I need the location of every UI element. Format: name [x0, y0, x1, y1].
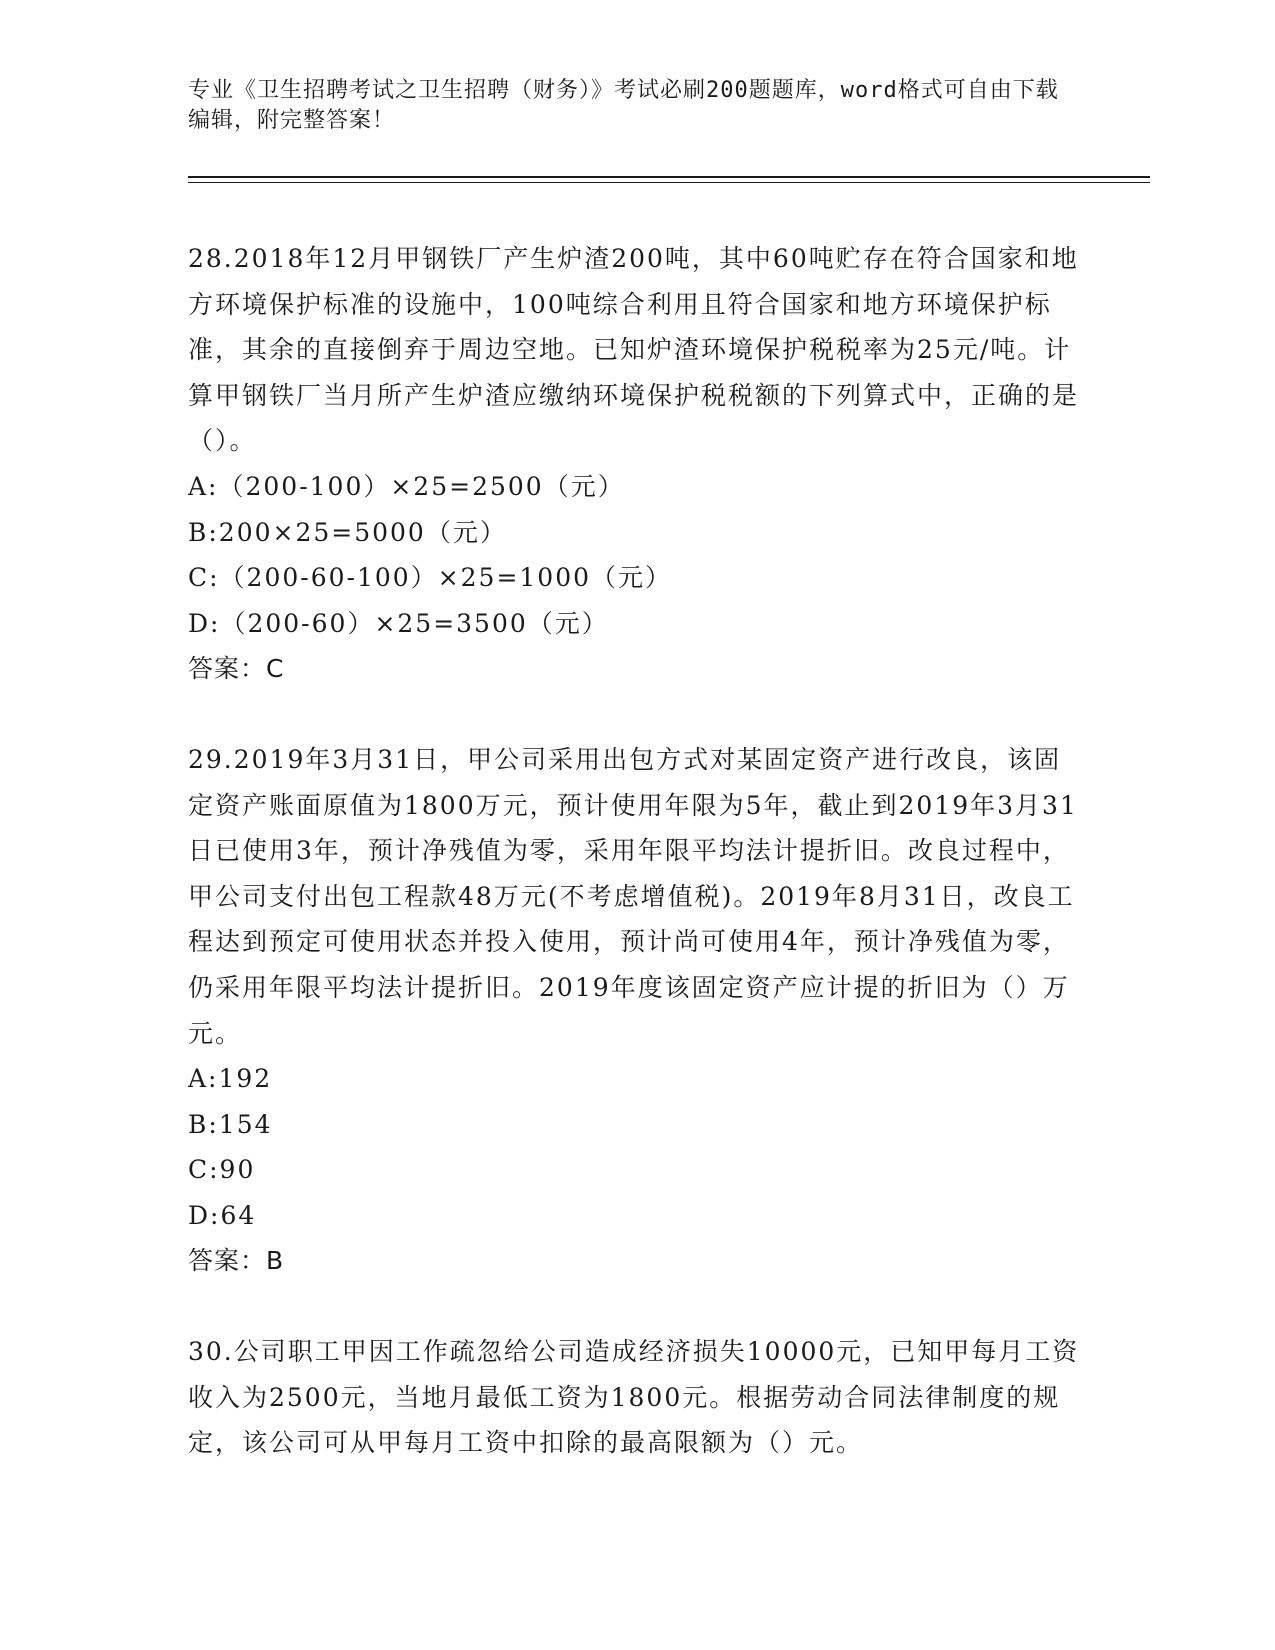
option-a: A:（200-100）×25=2500（元）: [188, 471, 625, 501]
option-b: B:200×25=5000（元）: [188, 517, 507, 547]
answer-label: 答案：C: [188, 654, 285, 684]
option-b: B:154: [188, 1109, 273, 1139]
question-text: 28.2018年12月甲钢铁厂产生炉渣200吨，其中60吨贮存在符合国家和地方环境保护标准的设施中，100吨综合利用且符合国家和地方环境保护标准，其余的直接倒弃于周边空地。已知炉渣环境保护税税率为25元/吨。计算甲钢铁厂当月所产生炉渣应缴纳环境保护税税额的下列算式中，正确的是（）。: [188, 244, 1080, 456]
question-text: 30.公司职工甲因工作疏忽给公司造成经济损失10000元，已知甲每月工资收入为2500元，当地月最低工资为1800元。根据劳动合同法律制度的规定，该公司可从甲每月工资中扣除的最高限额为（）元。: [188, 1337, 1080, 1458]
header-divider-thick: [188, 176, 1150, 178]
answer-label: 答案：B: [188, 1246, 285, 1276]
questions-content: [188, 236, 1088, 1511]
option-c: C:90: [188, 1155, 256, 1185]
question-30: [188, 1329, 1088, 1466]
question-28: [188, 236, 1088, 692]
question-text: 29.2019年3月31日，甲公司采用出包方式对某固定资产进行改良，该固定资产账面原值为1800万元，预计使用年限为5年，截止到2019年3月31日已使用3年，预计净残值为零，采用年限平均法计提折旧。改良过程中，甲公司支付出包工程款48万元(不考虑增值税)。2019年8月31日，改良工程达到预定可使用状态并投入使用，预计尚可使用4年，预计净残值为零，仍采用年限平均法计提折旧。2019年度该固定资产应计提的折旧为（）万元。: [188, 744, 1078, 1048]
option-d: D:（200-60）×25=3500（元）: [188, 608, 609, 638]
document-header-title: 专业《卫生招聘考试之卫生招聘（财务）》考试必刷200题题库，word格式可自由下载编辑，附完整答案！: [188, 78, 1059, 133]
option-a: A:192: [188, 1064, 273, 1094]
question-29: [188, 737, 1088, 1284]
option-c: C:（200-60-100）×25=1000（元）: [188, 563, 673, 593]
header-divider-thin: [188, 182, 1150, 183]
option-d: D:64: [188, 1200, 257, 1230]
